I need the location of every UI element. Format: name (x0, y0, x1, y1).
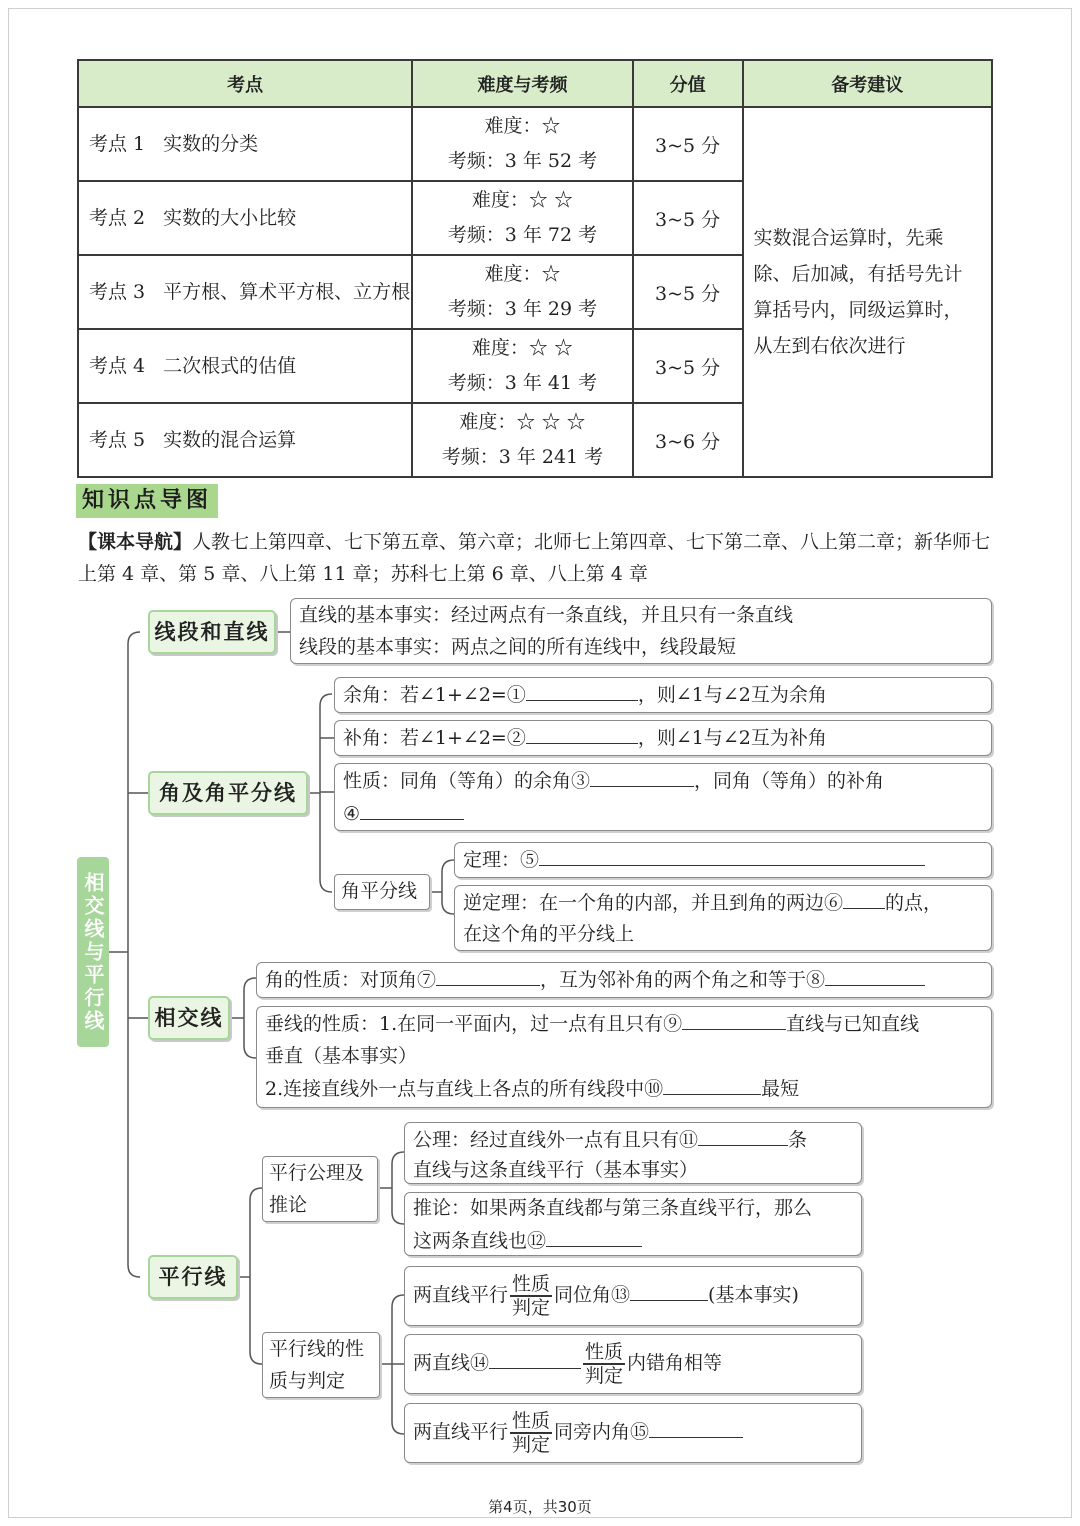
r3-text: 两直线平行 (413, 1421, 509, 1443)
prop-text: 性质：同角（等角）的余角③ (343, 770, 591, 792)
fraction-property: 性质 (512, 1273, 551, 1295)
supp-text: 补角：若∠1+∠2=② (343, 727, 526, 749)
box-complementary (334, 677, 992, 713)
point-number: 考点 2 (89, 206, 146, 229)
perp-text-line3-tail: 最短 (761, 1078, 800, 1100)
frequency: 考频：3 年 52 考 (447, 150, 598, 172)
difficulty: 难度：☆ (484, 263, 561, 285)
frequency: 考频：3 年 41 考 (447, 372, 598, 394)
point-number: 考点 3 (89, 280, 146, 303)
prop-text-tail: ，同角（等角）的补角 (694, 770, 885, 792)
supp-text-tail: ，则∠1与∠2互为补角 (637, 727, 827, 749)
fraction-judgement: 判定 (512, 1434, 551, 1456)
node-bisector: 角平分线 (334, 874, 430, 910)
box-segment-facts (290, 598, 992, 664)
nav-text: 人教七上第四章、七下第五章、第六章；北师七上第四章、七下第二章、八上第二章；新华师七上第 4 章、第 5 章、八上第 11 章；苏科七上第 6 章、八上第 4 章 (78, 531, 991, 585)
axiom-text-line2: 直线与这条直线平行（基本事实） (413, 1159, 699, 1181)
point-name: 平方根、算术平方根、立方根 (163, 280, 411, 303)
node-parallel-lines: 平行线 (148, 1255, 238, 1299)
prop-marker-4: ④ (343, 803, 361, 825)
blank-7 (436, 963, 540, 986)
fraction-property: 性质 (512, 1410, 551, 1432)
theorem-text: 定理：⑤ (463, 849, 540, 871)
blank-4 (360, 797, 464, 820)
section-title: 知识点导图 (76, 484, 218, 518)
r3-text-mid: 同旁内角⑮ (554, 1421, 650, 1443)
point-number: 考点 1 (89, 132, 146, 155)
r1-text-tail: (基本事实) (708, 1284, 799, 1306)
r1-text-mid: 同位角⑬ (554, 1284, 631, 1306)
score-cell: 3~5 分 (633, 329, 743, 403)
prop-judge-fraction (510, 1273, 552, 1319)
vertical-angle-text: 角的性质：对顶角⑦ (265, 969, 437, 991)
blank-5 (539, 843, 925, 866)
frequency: 考频：3 年 72 考 (447, 224, 598, 246)
mindmap-root: 相交线与平行线 (77, 857, 109, 1047)
header-advice: 备考建议 (743, 60, 992, 107)
difficulty: 难度：☆ ☆ ☆ (459, 411, 586, 433)
box-alternate-angles (404, 1334, 862, 1394)
converse-text-line2: 在这个角的平分线上 (463, 923, 635, 945)
fraction-property: 性质 (585, 1341, 624, 1363)
perp-text-line3: 2.连接直线外一点与直线上各点的所有线段中⑩ (265, 1078, 664, 1100)
score-cell: 3~6 分 (633, 403, 743, 477)
prop-judge-fraction (583, 1341, 625, 1387)
box-angle-properties (256, 962, 992, 998)
score-cell: 3~5 分 (633, 107, 743, 181)
perp-text-tail: 直线与已知直线 (786, 1013, 920, 1035)
blank-3 (590, 764, 694, 787)
corollary-text-line2: 这两条直线也⑫ (413, 1230, 547, 1252)
point-name: 二次根式的估值 (163, 354, 297, 377)
line-fact: 直线的基本事实：经过两点有一条直线，并且只有一条直线 (299, 604, 794, 626)
comp-text: 余角：若∠1+∠2=① (343, 684, 526, 706)
blank-15 (649, 1415, 743, 1438)
box-parallel-axiom (404, 1122, 862, 1184)
blank-2 (526, 721, 638, 744)
header-score: 分值 (633, 60, 743, 107)
point-number: 考点 5 (89, 428, 146, 451)
fraction-judgement: 判定 (585, 1365, 624, 1387)
blank-10 (663, 1072, 761, 1095)
advice-cell: 实数混合运算时，先乘除、后加减，有括号先计算括号内，同级运算时，从左到右依次进行 (743, 107, 992, 477)
frequency: 考频：3 年 241 考 (441, 446, 604, 468)
blank-11 (698, 1123, 788, 1146)
box-corresponding-angles (404, 1266, 862, 1326)
point-name: 实数的混合运算 (163, 428, 297, 451)
difficulty: 难度：☆ (484, 115, 561, 137)
blank-14 (489, 1346, 581, 1369)
point-name: 实数的分类 (163, 132, 259, 155)
box-perpendicular (256, 1006, 992, 1108)
axiom-text-tail: 条 (788, 1129, 808, 1151)
page-footer: 第4页，共30页 (488, 1498, 592, 1516)
node-parallel-axiom: 平行公理及推论 (262, 1156, 378, 1222)
blank-13 (630, 1278, 708, 1301)
axiom-text: 公理：经过直线外一点有且只有⑪ (413, 1129, 699, 1151)
box-angle-property (334, 763, 992, 831)
blank-1 (526, 678, 638, 701)
perp-text-line2: 垂直（基本事实） (265, 1045, 418, 1067)
node-intersecting-lines: 相交线 (148, 996, 230, 1040)
point-name: 实数的大小比较 (163, 206, 297, 229)
segment-fact: 线段的基本事实：两点之间的所有连线中，线段最短 (299, 636, 737, 658)
box-parallel-corollary (404, 1192, 862, 1256)
header-point: 考点 (78, 60, 412, 107)
fraction-judgement: 判定 (512, 1297, 551, 1319)
frequency: 考频：3 年 29 考 (447, 298, 598, 320)
box-bisector-converse (454, 885, 992, 951)
node-segment-line: 线段和直线 (148, 610, 276, 654)
adjacent-angle-text: ，互为邻补角的两个角之和等于⑧ (540, 969, 826, 991)
node-angle-bisector: 角及角平分线 (148, 771, 308, 815)
box-supplementary (334, 720, 992, 756)
nav-label: 【课本导航】 (78, 531, 193, 553)
blank-12 (546, 1224, 642, 1247)
blank-8 (825, 963, 925, 986)
difficulty: 难度：☆ ☆ (471, 337, 573, 359)
converse-text: 逆定理：在一个角的内部，并且到角的两边⑥ (463, 892, 844, 914)
point-number: 考点 4 (89, 354, 146, 377)
difficulty: 难度：☆ ☆ (471, 189, 573, 211)
perp-text: 垂线的性质：1.在同一平面内，过一点有且只有⑨ (265, 1013, 683, 1035)
blank-9 (682, 1007, 786, 1030)
node-parallel-judgement: 平行线的性质与判定 (262, 1332, 380, 1398)
box-bisector-theorem (454, 842, 992, 878)
header-difficulty: 难度与考频 (412, 60, 633, 107)
r2-text: 两直线⑭ (413, 1352, 490, 1374)
score-cell: 3~5 分 (633, 181, 743, 255)
r2-text-tail: 内错角相等 (627, 1352, 723, 1374)
box-interior-angles (404, 1403, 862, 1463)
blank-6 (843, 886, 885, 909)
converse-text-tail: 的点， (885, 892, 943, 914)
corollary-text: 推论：如果两条直线都与第三条直线平行，那么 (413, 1197, 813, 1219)
score-cell: 3~5 分 (633, 255, 743, 329)
comp-text-tail: ，则∠1与∠2互为余角 (637, 684, 827, 706)
r1-text: 两直线平行 (413, 1284, 509, 1306)
prop-judge-fraction (510, 1410, 552, 1456)
